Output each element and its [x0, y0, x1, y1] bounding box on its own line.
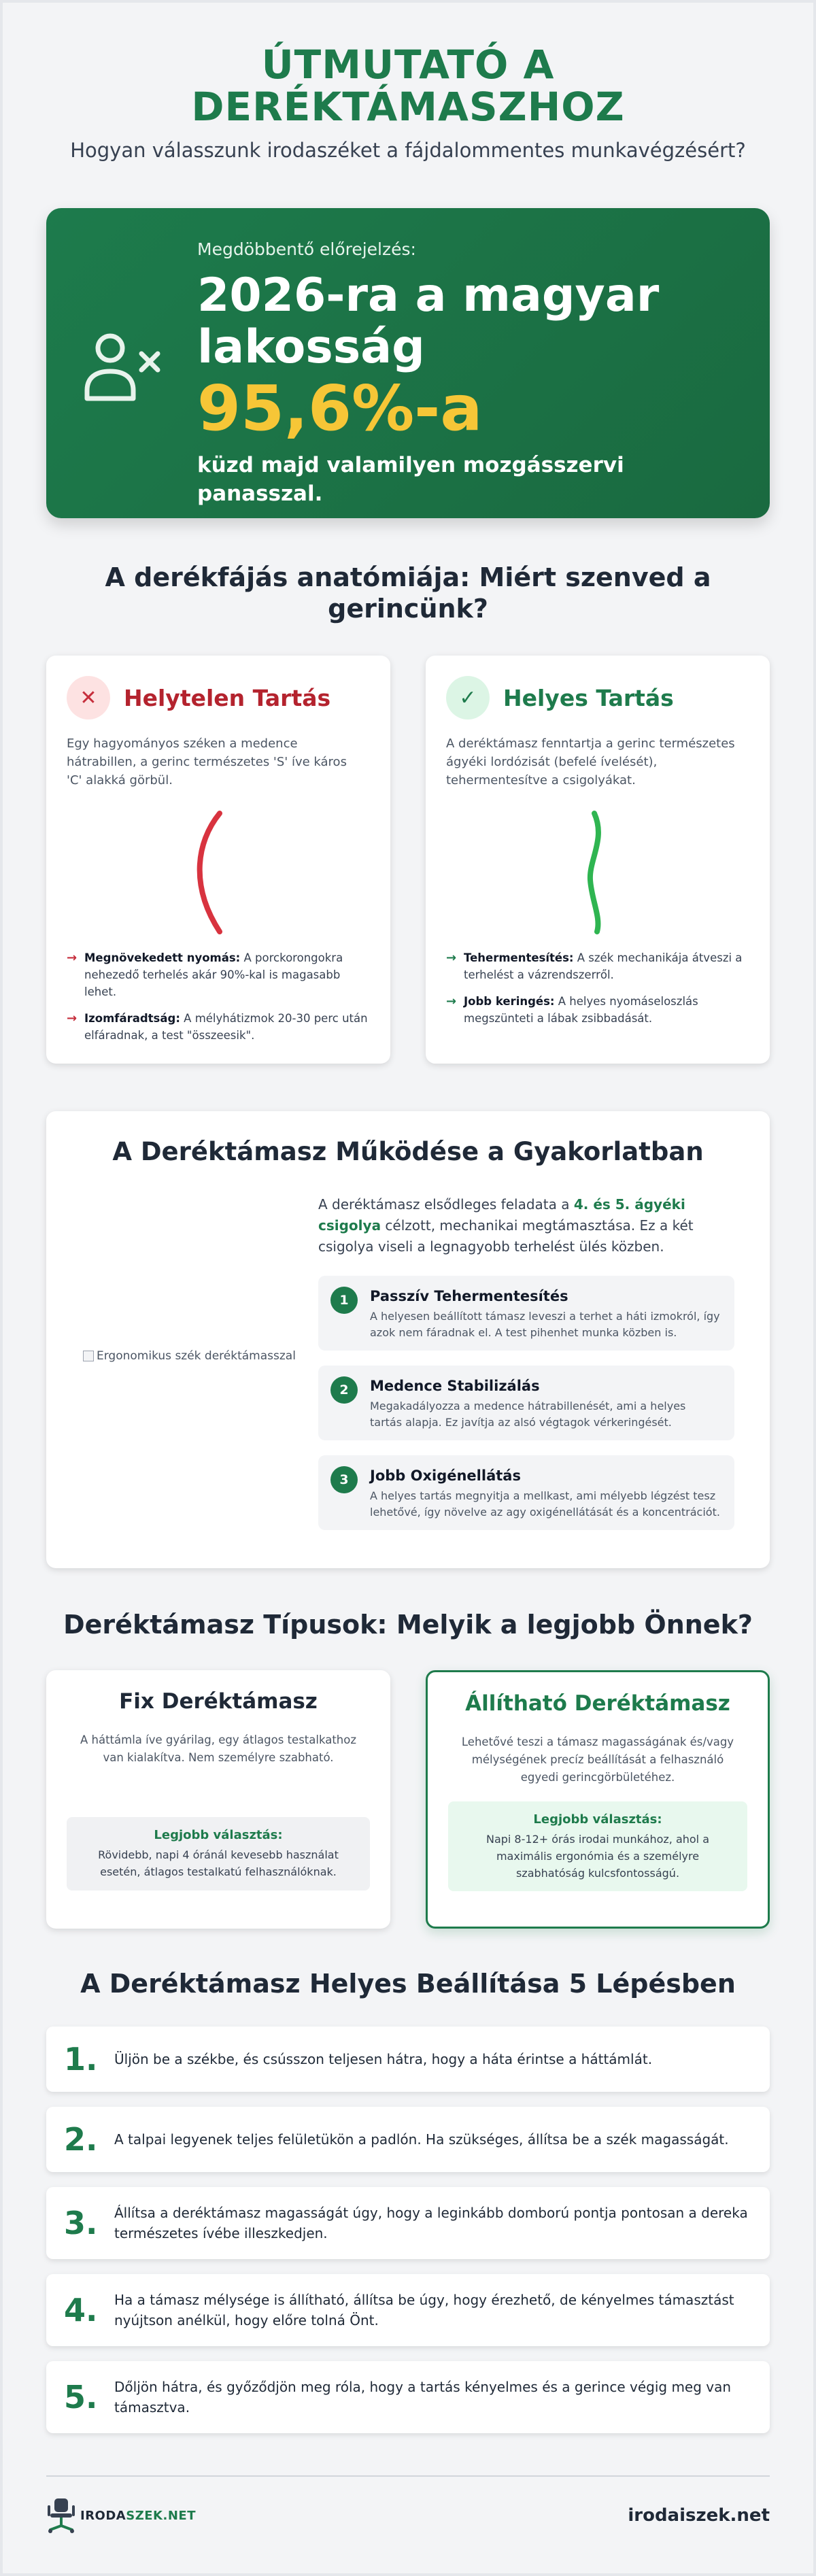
page-subtitle: Hogyan válasszunk irodaszéket a fájdalommentes munkavégzésért? [70, 139, 746, 162]
how-intro-pre: A deréktámasz elsődleges feladata a [318, 1196, 574, 1213]
hero-headline: 2026-ra a magyar lakosság [197, 269, 660, 374]
hero-text [197, 239, 741, 508]
content [46, 3, 770, 2550]
setup-step-text: Ha a támasz mélysége is állítható, állítsa be úgy, hogy érezhető, de kényelmes támasztást nyújtson anélkül, hogy előre tolná Önt. [114, 2292, 734, 2328]
step-title: Jobb Oxigénellátás [370, 1468, 521, 1484]
how-heading: A Deréktámasz Működése a Gyakorlatban [112, 1137, 704, 1166]
step-number: 2 [330, 1376, 358, 1404]
setup-step [46, 2187, 770, 2259]
list-item [67, 949, 370, 1000]
step-text: Megakadályozza a medence hátrabillenését, ami a helyes tartás alapja. Ez javítja az alsó végtagok vérkeringését. [370, 1400, 686, 1429]
setup-step [46, 2274, 770, 2346]
hero-banner [46, 208, 770, 518]
item-bold: Tehermentesítés: [464, 951, 574, 964]
bad-posture-list [67, 949, 370, 1053]
best-choice-box [67, 1817, 370, 1891]
bad-posture-title: Helytelen Tartás [124, 684, 331, 711]
setup-step-number: 2. [64, 2121, 98, 2158]
list-item [67, 1010, 370, 1044]
user-x-icon [82, 329, 163, 411]
fixed-support-desc: A háttámla íve gyárilag, egy átlagos testalkathoz van kialakítva. Nem személyre szabható. [80, 1733, 357, 1764]
list-item [446, 993, 749, 1027]
arrow-right-icon: → [67, 951, 78, 965]
how-intro-post: célzott, mechanikai megtámasztása. Ez a két csigolya viseli a legnagyobb terhelést ülés közben. [318, 1217, 694, 1255]
step-title: Medence Stabilizálás [370, 1378, 540, 1394]
arrow-right-icon: → [446, 951, 457, 965]
good-posture-list [446, 949, 749, 1036]
step-text: A helyesen beállított támasz leveszi a terhet a háti izmokról, így azok nem fáradnak el. A test pihenhet munka közben is. [370, 1310, 720, 1339]
bad-posture-header [67, 676, 370, 719]
arrow-right-icon: → [67, 1011, 78, 1026]
mechanism-step [318, 1366, 734, 1440]
adjustable-support-card [426, 1670, 770, 1929]
mechanism-step [318, 1455, 734, 1530]
item-bold: Megnövekedett nyomás: [84, 951, 241, 964]
anatomy-heading: A derékfájás anatómiája: Miért szenved a gerincünk? [105, 562, 711, 624]
adjustable-support-desc: Lehetővé teszi a támasz magasságának és/vagy mélységének precíz beállítását a felhasználó egyedi gerincgörbületéhez. [461, 1735, 734, 1784]
how-intro [318, 1194, 740, 1257]
setup-step [46, 2361, 770, 2433]
title-line-1: ÚTMUTATÓ A [261, 41, 555, 88]
c-curve-spine-illustration [162, 805, 271, 941]
mechanism-step [318, 1276, 734, 1351]
best-choice-label: Legjobb választás: [533, 1812, 662, 1827]
logo-text [80, 2509, 196, 2523]
hero-post: küzd majd valamilyen mozgásszervi panasszal. [197, 453, 624, 506]
types-heading: Deréktámasz Típusok: Melyik a legjobb Önnek? [63, 1610, 753, 1640]
title-line-2: DERÉKTÁMASZHOZ [191, 84, 625, 130]
setup-step-number: 5. [64, 2379, 98, 2416]
setup-steps [46, 2027, 770, 2433]
page-title [46, 3, 770, 128]
arrow-right-icon: → [446, 994, 457, 1009]
posture-comparison [46, 656, 770, 1064]
item-bold: Jobb keringés: [464, 995, 555, 1008]
setup-step [46, 2027, 770, 2092]
setup-step-text: Üljön be a székbe, és csússzon teljesen hátra, hogy a háta érintse a háttámlát. [114, 2051, 653, 2067]
footer [46, 2475, 770, 2550]
item-bold: Izomfáradtság: [84, 1012, 180, 1025]
setup-step-text: A talpai legyenek teljes felületükön a padlón. Ha szükséges, állítsa be a szék magasságát. [114, 2131, 729, 2148]
fixed-support-title: Fix Deréktámasz [119, 1689, 318, 1714]
good-posture-title: Helyes Tartás [503, 684, 674, 711]
setup-step-number: 4. [64, 2292, 98, 2328]
best-choice-label: Legjobb választás: [154, 1828, 283, 1842]
logo-text-b: SZEK.NET [126, 2508, 196, 2523]
how-it-works-card [46, 1111, 770, 1568]
setup-step-number: 3. [64, 2205, 98, 2241]
hero-percentage: 95,6%-a [197, 372, 483, 445]
good-posture-card [426, 656, 770, 1064]
broken-image-icon [83, 1351, 94, 1361]
best-choice-text: Rövidebb, napi 4 óránál kevesebb használat esetén, átlagos testalkatú felhasználóknak. [98, 1848, 339, 1878]
fixed-support-card [46, 1670, 390, 1929]
setup-step-text: Dőljön hátra, és győződjön meg róla, hogy a tartás kényelmes és a gerince végig meg van támasztva. [114, 2379, 732, 2416]
x-icon: ✕ [67, 676, 110, 719]
item-text: A mélyhátizmok 20-30 perc után elfáradnak, a test "összeesik". [84, 1012, 368, 1042]
setup-step-number: 1. [64, 2041, 98, 2078]
good-posture-header [446, 676, 749, 719]
step-title: Passzív Tehermentesítés [370, 1288, 568, 1304]
best-choice-box [448, 1801, 747, 1891]
footer-site-link[interactable]: irodaiszek.net [628, 2505, 770, 2526]
step-text: A helyes tartás megnyitja a mellkast, ami mélyebb légzést tesz lehetővé, így növelve az agy oxigénellátását és a koncentrációt. [370, 1489, 720, 1519]
chair-image [83, 1349, 296, 1363]
check-icon: ✓ [446, 676, 490, 719]
item-text: A porckorongokra nehezedő terhelés akár 90%-kal is magasabb lehet. [84, 951, 343, 998]
types-comparison [46, 1670, 770, 1929]
setup-step-text: Állítsa a deréktámasz magasságát úgy, hogy a leginkább domború pontja pontosan a dereka természetes ívébe illeszkedjen. [114, 2205, 748, 2241]
office-chair-icon [46, 2497, 76, 2534]
setup-step [46, 2107, 770, 2172]
footer-logo[interactable] [46, 2497, 196, 2534]
adjustable-support-title: Állítható Deréktámasz [465, 1691, 730, 1716]
how-intro-highlight: 4. és 5. ágyéki csigolya [318, 1196, 685, 1234]
bad-posture-desc: Egy hagyományos széken a medence hátrabillen, a gerinc természetes 'S' íve káros 'C' alakká görbül. [67, 736, 347, 787]
hero-pre: Megdöbbentő előrejelzés: [197, 239, 416, 259]
item-text: A helyes nyomáseloszlás megszünteti a lábak zsibbadását. [464, 995, 698, 1025]
good-posture-desc: A deréktámasz fenntartja a gerinc természetes ágyéki lordózisát (befelé ívelését), tehermentesítve a csigolyákat. [446, 736, 735, 787]
item-text: A szék mechanikája átveszi a terhelést a vázrendszerről. [464, 951, 743, 981]
step-number: 1 [330, 1287, 358, 1314]
step-number: 3 [330, 1466, 358, 1493]
s-curve-spine-illustration [541, 805, 650, 941]
setup-heading: A Deréktámasz Helyes Beállítása 5 Lépésben [80, 1969, 736, 1999]
bad-posture-card [46, 656, 390, 1064]
best-choice-text: Napi 8-12+ órás irodai munkához, ahol a maximális ergonómia és a személyre szabhatóság kulcsfontosságú. [486, 1833, 710, 1880]
chair-image-alt: Ergonomikus szék deréktámasszal [97, 1349, 296, 1363]
logo-text-a: IRODA [80, 2508, 126, 2523]
list-item [446, 949, 749, 983]
